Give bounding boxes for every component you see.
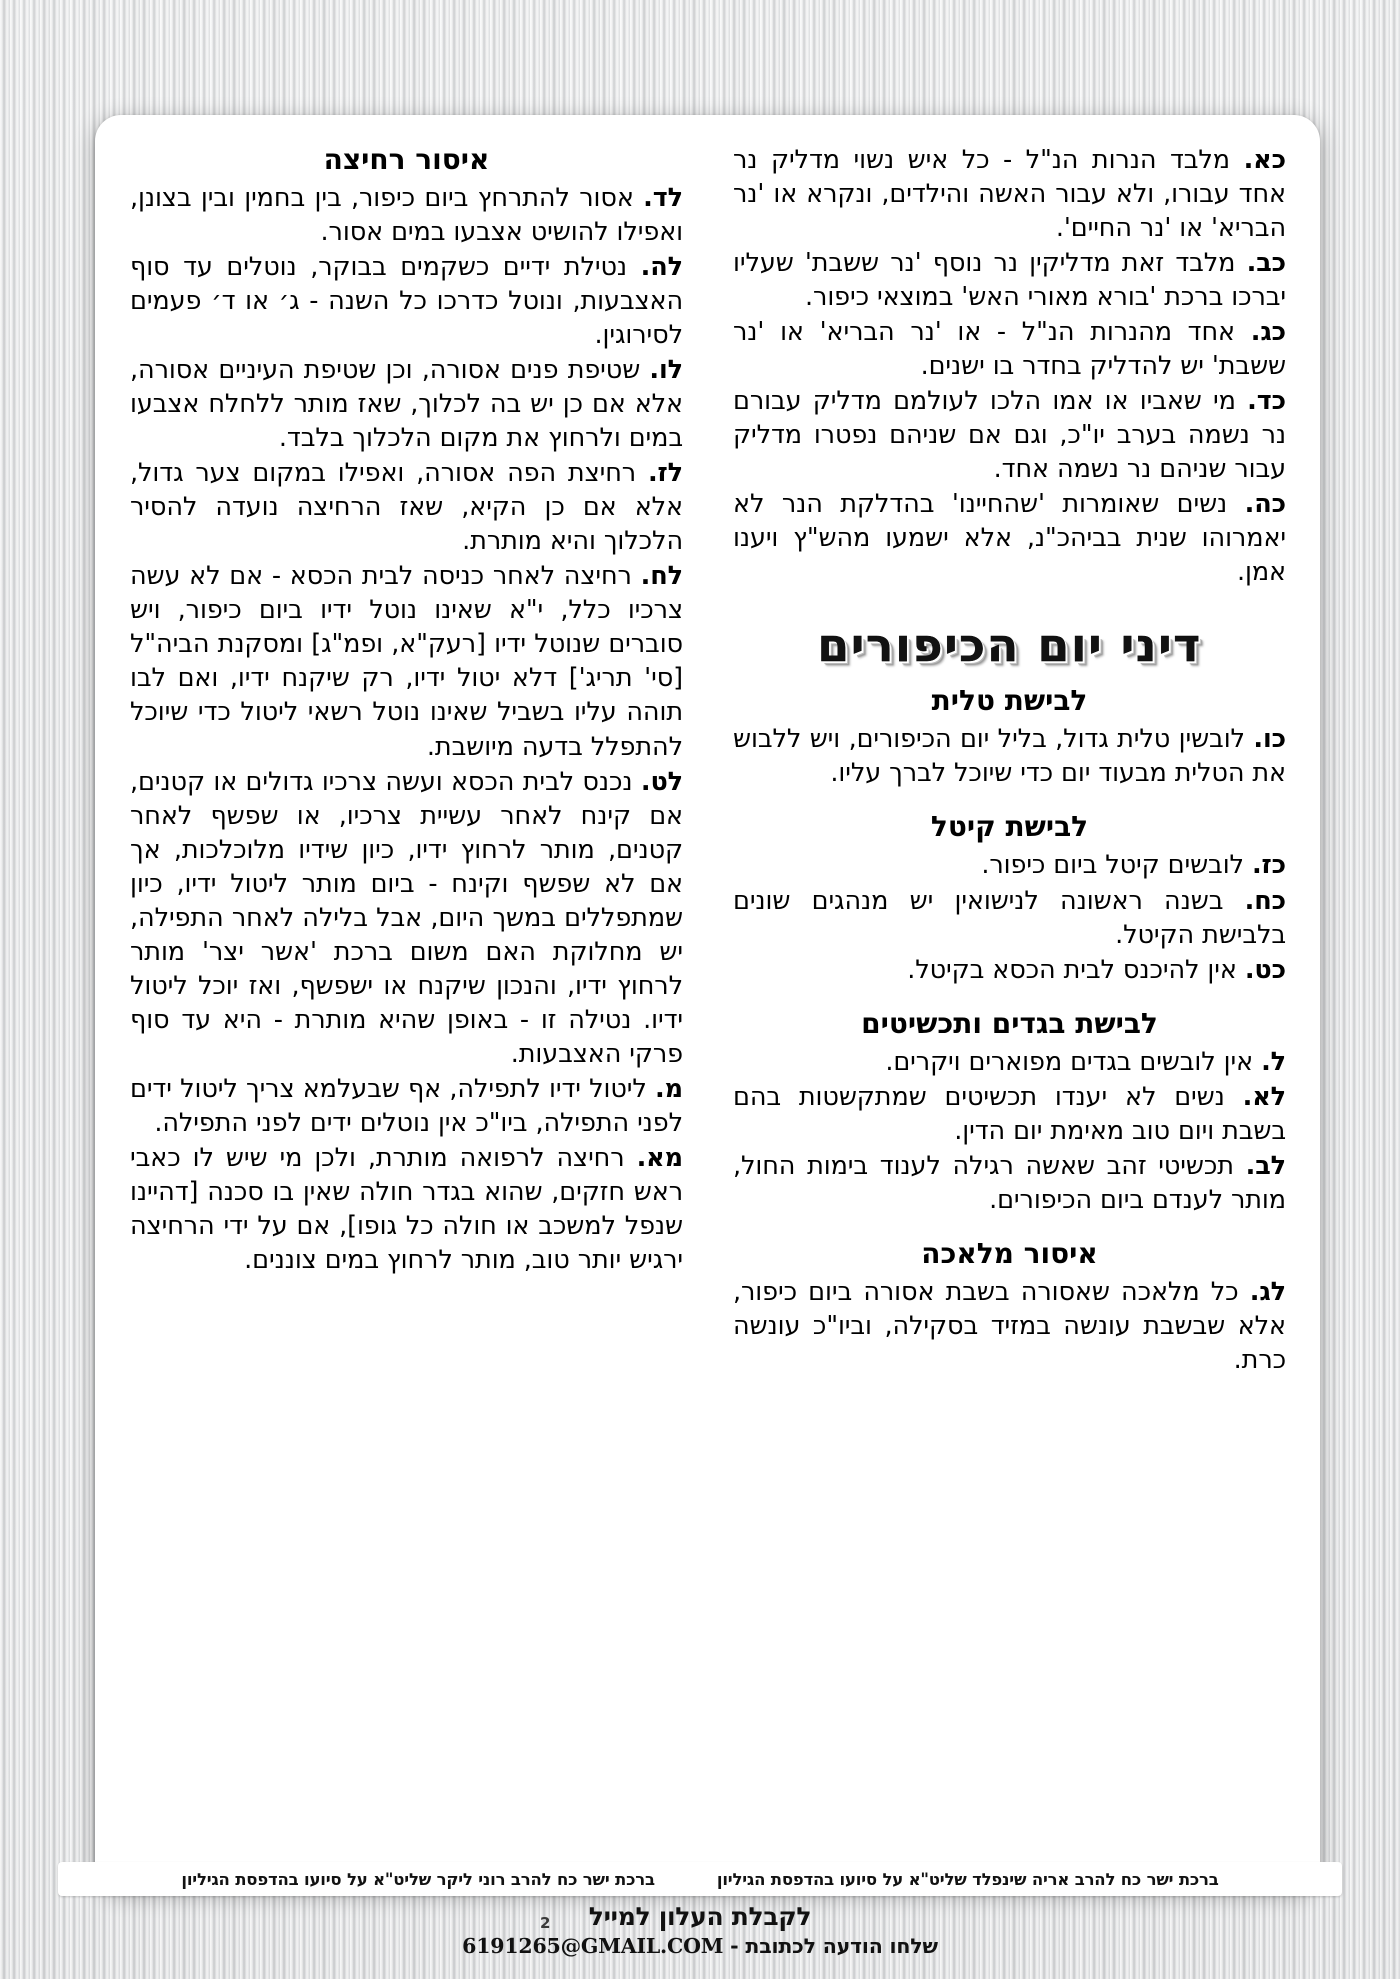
section-heading-melacha: איסור מלאכה	[921, 1236, 1098, 1270]
right-column	[733, 143, 1286, 1833]
section-heading-kittel: לבישת קיטל	[930, 810, 1089, 844]
siman-text: בשנה ראשונה לנישואין יש מנהגים שונים בלבישת הקיטל.	[733, 885, 1286, 950]
halacha-item	[733, 246, 1286, 314]
siman-text: נשים שאומרות 'שהחיינו' בהדלקת הנר לא יאמרוהו שנית בביהכ"נ, אלא ישמעו מהש"ץ ויענו אמן.	[733, 489, 1286, 588]
two-column-layout	[129, 143, 1286, 1833]
siman-text: מי שאביו או אמו הלכו לעולמם מדליק עבורם נר נשמה בערב יו"כ, וגם אם שניהם נפטרו מדליק עבור שניהם נר נשמה אחד.	[733, 386, 1286, 485]
section-heading-talit: לבישת טלית	[931, 684, 1088, 718]
section-heading-clothing: לבישת בגדים ותכשיטים	[861, 1006, 1158, 1040]
siman-number: כב.	[1246, 248, 1286, 279]
halacha-item	[733, 1275, 1286, 1377]
siman-number: מ.	[655, 1073, 683, 1104]
siman-number: כח.	[1244, 885, 1286, 916]
halacha-item	[733, 1045, 1286, 1079]
siman-text: לובשין טלית גדול, בליל יום הכיפורים, ויש ללבוש את הטלית מבעוד יום כדי שיוכל לברך עליו.	[733, 724, 1286, 789]
halacha-item	[130, 353, 683, 455]
siman-number: כד.	[1247, 386, 1286, 417]
siman-number: לג.	[1249, 1276, 1286, 1307]
halacha-item	[130, 765, 683, 1071]
siman-text: אין להיכנס לבית הכסא בקיטל.	[907, 954, 1237, 985]
mail-instruction	[0, 1934, 1400, 1960]
halacha-item	[733, 953, 1286, 987]
halacha-item	[130, 559, 683, 763]
siman-number: לו.	[649, 355, 683, 386]
siman-text: נשים לא יענדו תכשיטים שמתקשטות בהם בשבת ויום טוב מאימת יום הדין.	[733, 1081, 1286, 1146]
halacha-item	[733, 848, 1286, 882]
siman-text: אחד מהנרות הנ"ל - או 'נר הבריא' או 'נר ששבת' יש להדליק בחדר בו ישנים.	[733, 317, 1286, 382]
page-sheet	[95, 115, 1320, 1890]
section-heading-washing: איסור רחיצה	[323, 143, 490, 176]
siman-text: לובשים קיטל ביום כיפור.	[981, 850, 1244, 881]
siman-text: אסור להתרחץ ביום כיפור, בין בחמין ובין בצונן, ואפילו להושיט אצבעו במים אסור.	[130, 183, 683, 248]
halacha-item	[733, 143, 1286, 245]
halacha-item	[733, 1080, 1286, 1148]
halacha-item	[733, 722, 1286, 790]
halacha-item	[130, 1072, 683, 1140]
siman-text: שטיפת פנים אסורה, וכן שטיפת העיניים אסורה, אלא אם כן יש בה לכלוך, שאז מותר ללחלח אצבעו במים ולרחוץ את מקום הלכלוך בלבד.	[130, 355, 683, 454]
halacha-item	[733, 315, 1286, 383]
siman-number: לד.	[643, 183, 683, 213]
siman-text: תכשיטי זהב שאשה רגילה לענוד בימות החול, מותר לענדם ביום הכיפורים.	[733, 1150, 1286, 1215]
halacha-item	[130, 181, 683, 249]
credit-left: ברכת ישר כח להרב רוני ליקר שליט"א על סיועו בהדפסת הגיליון	[181, 1869, 655, 1889]
mail-title: לקבלת העלון למייל	[588, 1902, 812, 1931]
siman-text: מלבד זאת מדליקין נר נוסף 'נר ששבת' שעליו יברכו ברכת 'בורא מאורי האש' במוצאי כיפור.	[733, 248, 1286, 313]
page-title: דיני יום הכיפורים	[817, 618, 1202, 673]
siman-number: כג.	[1250, 317, 1286, 348]
halacha-item	[130, 456, 683, 558]
siman-text: נכנס לבית הכסא ועשה צרכיו גדולים או קטנים, אם קינח לאחר עשיית צרכיו, או שפשף לאחר קטנים, מותר לרחוץ ידיו, כיון שידיו מלוכלכות, אך אם לא שפשף וקינח - ביום מותר ליטול ידיו, כיון שמתפללים במשך היום, אבל בלילה לאחר התפילה, יש מחלוקת האם משום ברכת 'אשר יצר' מותר לרחוץ ידיו, והנכון שיקנח או ישפשף, ואז יוכל ליטול ידיו. נטילה זו - באופן שהיא מותרת - היא עד סוף פרקי האצבעות.	[130, 766, 683, 1069]
halacha-item	[733, 1149, 1286, 1217]
halacha-item	[130, 1141, 683, 1277]
siman-number: כה.	[1244, 489, 1287, 520]
siman-number: כו.	[1253, 724, 1286, 755]
siman-text: רחיצה לאחר כניסה לבית הכסא - אם לא עשה צרכיו כלל, י"א שאינו נוטל ידיו ביום כיפור, ויש סוברים שנוטל ידיו [רעק"א, ופמ"ג] ומסקנת הביה"ל [סי' תריג'] דלא יטול ידיו, רק שיקנח ידיו, ואם לבו תוהה עליו בשביל שאינו נוטל רשאי ליטול כדי שיוכל להתפלל בדעה מיושבת.	[130, 561, 683, 762]
left-column	[130, 143, 683, 1833]
siman-number: לא.	[1242, 1081, 1286, 1112]
halacha-item	[130, 250, 683, 352]
siman-text: כל מלאכה שאסורה בשבת אסורה ביום כיפור, אלא שבשבת עונשה במזיד בסקילה, וביו"כ עונשה כרת.	[733, 1276, 1286, 1375]
siman-number: לה.	[640, 252, 683, 283]
page-number: 2	[540, 1914, 551, 1932]
siman-number: לז.	[647, 458, 683, 489]
siman-text: רחיצת הפה אסורה, ואפילו במקום צער גדול, אלא אם כן הקיא, שאז הרחיצה נועדה להסיר הלכלוך והיא מותרת.	[130, 458, 683, 557]
siman-text: ליטול ידיו לתפילה, אף שבעלמא צריך ליטול ידים לפני התפילה, ביו"כ אין נוטלים ידים לפני התפילה.	[130, 1073, 683, 1138]
mail-subscription-block	[0, 1903, 1400, 1959]
siman-text: רחיצה לרפואה מותרת, ולכן מי שיש לו כאבי ראש חזקים, שהוא בגדר חולה שאין בו סכנה [דהיינו שנפל למשכב או חולה כל גופו], אם על ידי הרחיצה ירגיש יותר טוב, מותר לרחוץ במים צוננים.	[130, 1142, 683, 1275]
mail-address[interactable]: 6191265@GMAIL.COM	[462, 1933, 724, 1958]
mail-prefix: שלחו הודעה לכתובת -	[723, 1933, 938, 1958]
credit-right: ברכת ישר כח להרב אריה שינפלד שליט"א על סיועו בהדפסת הגיליון	[716, 1869, 1219, 1889]
credit-bar	[58, 1862, 1342, 1896]
siman-number: לח.	[640, 561, 683, 592]
siman-number: לט.	[640, 766, 683, 797]
siman-text: אין לובשים בגדים מפוארים ויקרים.	[885, 1046, 1254, 1077]
halacha-item	[733, 384, 1286, 486]
siman-number: כז.	[1251, 850, 1286, 881]
siman-number: לב.	[1245, 1150, 1286, 1181]
siman-number: ל.	[1261, 1046, 1286, 1077]
siman-number: כא.	[1243, 145, 1286, 175]
siman-number: כט.	[1244, 954, 1286, 985]
halacha-item	[733, 487, 1286, 589]
halacha-item	[733, 884, 1286, 952]
siman-text: נטילת ידיים כשקמים בבוקר, נוטלים עד סוף האצבעות, ונוטל כדרכו כל השנה - ג׳ או ד׳ פעמים לסירוגין.	[130, 252, 683, 351]
siman-text: מלבד הנרות הנ"ל - כל איש נשוי מדליק נר אחד עבורו, ולא עבור האשה והילדים, ונקרא או 'נר הבריא' או 'נר החיים'.	[733, 145, 1286, 244]
siman-number: מא.	[636, 1142, 683, 1173]
